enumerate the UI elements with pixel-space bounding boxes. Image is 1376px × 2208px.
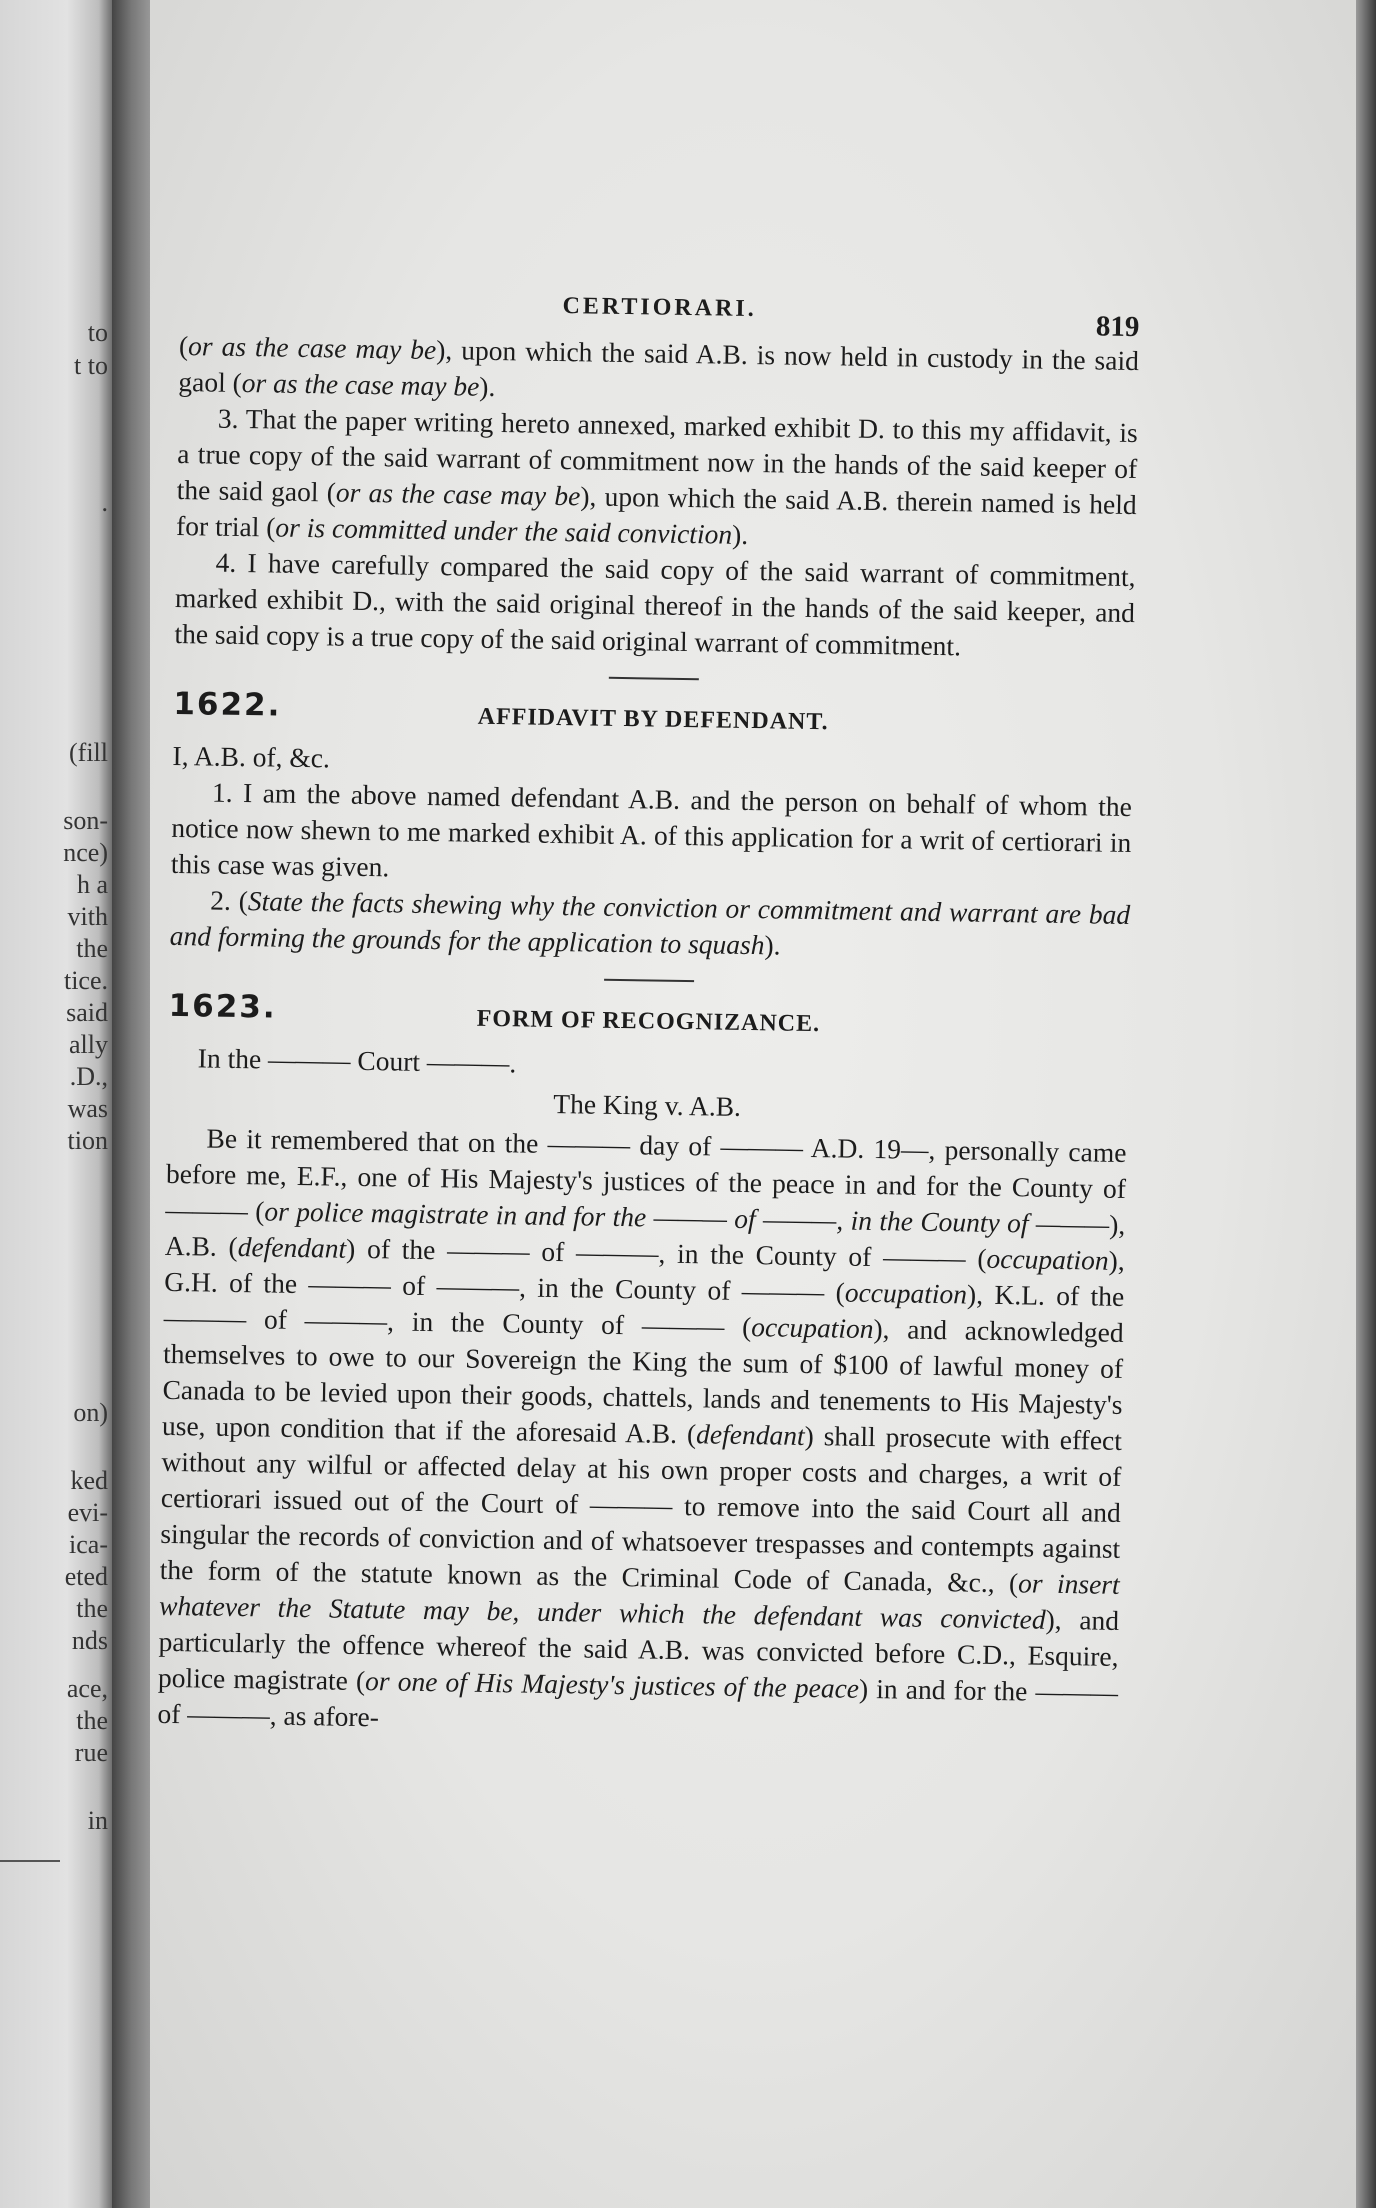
left-page-fragment: eted <box>64 1562 108 1591</box>
left-page-fragment: said <box>66 998 108 1027</box>
page-edge <box>1356 0 1376 2208</box>
section-title: FORM OF RECOGNIZANCE. <box>476 1005 821 1038</box>
left-page-fragment: the <box>76 934 108 963</box>
left-page-fragment: .D., <box>69 1062 108 1091</box>
left-page-fragment: the <box>76 1594 108 1623</box>
page-content <box>157 282 1140 1747</box>
left-page-fragment: nds <box>71 1626 108 1655</box>
running-head: CERTIORARI. <box>562 293 757 323</box>
left-page-fragment: tice. <box>63 966 108 995</box>
left-page-fragment: vith <box>67 902 108 931</box>
recognizance-body: Be it remembered that on the ——— day of ——— A.D. 19—, personally came before me, E.F., one of His Majesty's justices of the peace in and for the County of ——— (or police magistrate in and for the ——— of ———, in the County of ———), A.B. (defendant) of the ——— of ———, in the County of ——— (occupation), G.H. of the ——— of ———, in the County of ——— (occupation), K.L. of the ——— of ———, in the County of ——— (occupation), and acknowledged themselves to owe to our Sovereign the King the sum of $100 of lawful money of Canada to be levied upon their goods, chattels, lands and tenements to His Majesty's use, upon condition that if the aforesaid A.B. (defendant) shall prosecute with effect without any wilful or affected delay at his own proper costs and charges, a writ of certiorari issued out of the Court of ——— to remove into the said Court all and singular the records of conviction and of whatsoever trespasses and contempts against the form of the statute known as the Criminal Code of Canada, &c., (or insert whatever the Statute may be, under which the defendant was convicted), and particularly the offence whereof the said A.B. was convicted before C.D., Esquire, police magistrate (or one of His Majesty's justices of the peace) in and for the ——— of ———, as afore- <box>157 1122 1127 1733</box>
left-page-fragment: son- <box>63 806 108 835</box>
section-divider <box>604 979 694 982</box>
left-page-fragment: nce) <box>63 838 108 867</box>
section-title: AFFIDAVIT BY DEFENDANT. <box>477 703 829 736</box>
affidavit-paragraph-1: 1. I am the above named defendant A.B. and the person on behalf of whom the notice now shewn to me marked exhibit A. of this application for a writ of certiorari in this case was given. <box>170 776 1133 883</box>
left-page-fragment: ace, <box>66 1674 108 1703</box>
left-page-fragment: ally <box>69 1030 108 1059</box>
left-page-fragment: the <box>76 1706 108 1735</box>
left-page-fragment: was <box>67 1094 108 1123</box>
affidavit-opener: I, A.B. of, &c. <box>172 739 331 774</box>
left-page-rule <box>0 1860 60 1862</box>
section-divider <box>609 677 699 680</box>
left-page-fragment: to <box>87 318 108 347</box>
left-page-fragment: t to <box>74 351 108 380</box>
left-page-fragment: rue <box>74 1738 108 1767</box>
left-page-fragment: tion <box>67 1126 108 1155</box>
left-page-fragment: in <box>87 1806 108 1835</box>
left-page-fragment: (fill <box>69 738 108 767</box>
left-page-margin <box>0 0 112 2208</box>
affidavit-paragraph-2: 2. (State the facts shewing why the conviction or commitment and warrant are bad and forming the grounds for the application to squash). <box>169 884 1131 961</box>
page-number: 819 <box>1095 310 1140 344</box>
left-page-fragment: h a <box>76 870 108 899</box>
left-page-fragment: on) <box>73 1398 108 1427</box>
left-page-fragment: . <box>101 488 108 517</box>
left-page-fragment: ked <box>70 1466 108 1495</box>
section-number: 1622. <box>173 685 282 724</box>
continuation-paragraph: (or as the case may be), upon which the said A.B. is now held in custody in the said gaol (or as the case may be). <box>178 329 1140 402</box>
paragraph-4: 4. I have carefully compared the said copy of the said warrant of commitment, marked exhibit D., with the said original thereof in the hands of the said keeper, and the said copy is a true copy of the said original warrant of commitment. <box>174 546 1136 662</box>
section-number: 1623. <box>168 987 277 1026</box>
case-title: The King v. A.B. <box>553 1087 742 1122</box>
court-line: In the ——— Court ———. <box>197 1042 517 1079</box>
paragraph-3: 3. That the paper writing hereto annexed, marked exhibit D. to this my affidavit, is a true copy of the said warrant of commitment now in the hands of the said keeper of the said gaol (or as the case may be), upon which the said A.B. therein named is held for trial (or is committed under the said conviction). <box>175 402 1138 550</box>
left-page-fragment: evi- <box>67 1498 108 1527</box>
left-page-fragment: ica- <box>69 1530 108 1559</box>
